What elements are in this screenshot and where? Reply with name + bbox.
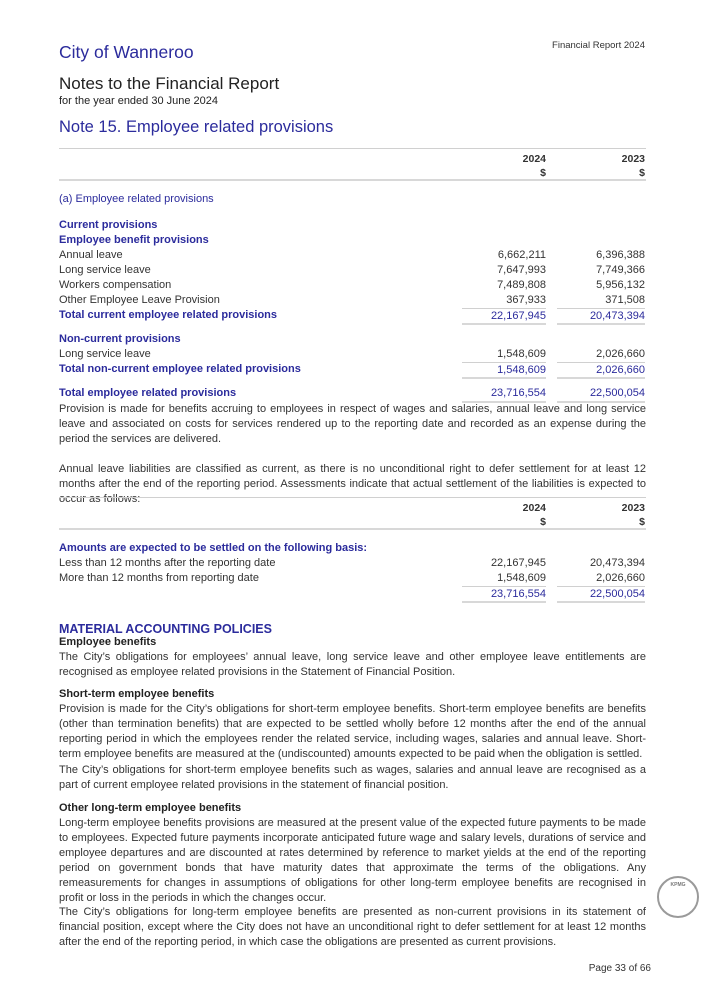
- provisions-table: [59, 148, 646, 401]
- total-current-row: Total current employee related provisions 22,167,945 20,473,394: [59, 308, 646, 323]
- employee-benefits-text: The City’s obligations for employees’ annual leave, long service leave and other employee leave entitlements are recognised as employee related provisions in the Statement of Financial Position.: [59, 651, 646, 678]
- employee-benefits-section: [59, 635, 646, 680]
- long-term-text: Long-term employee benefits provisions are measured at the present value of the expected future payments to be made to employees. Expected future payments incorporate anticipated future wage and salary levels, durations of service and employee departures and are discounted at rates determined by reference to market yields at the end of the reporting period on government bonds that have maturity dates that approximate the terms of the obligations. Any remeasurements for changes in assumptions of obligations for other long-term employee benefits are recognised in profit or loss in the periods in which the changes occur.: [59, 817, 646, 904]
- long-term-text-2: The City’s obligations for long-term employee benefits are presented as non-current provisions in its statement of financial position, except where the City does not have an unconditional right to defer settlement for at least 12 months after the end of the reporting period, in which case the obligations are presented as current provisions.: [59, 906, 646, 948]
- organisation-name: City of Wanneroo: [59, 42, 194, 62]
- current-heading: Current provisions: [59, 219, 158, 231]
- report-label: Financial Report 2024: [552, 40, 645, 51]
- provision-paragraph: Provision is made for benefits accruing to employees in respect of wages and salaries, annual leave and long service leave and associated on costs for services rendered up to the reporting date and recorded as an expense during the period the services are delivered.: [59, 403, 646, 445]
- table-row: Long service leave 1,548,609 2,026,660: [59, 348, 645, 360]
- col-2023: 2023 $: [621, 502, 645, 528]
- employee-benefits-title: Employee benefits: [59, 636, 157, 648]
- table-row: Less than 12 months after the reporting date 22,167,945 20,473,394: [59, 557, 645, 569]
- col-2023: 2023 $: [621, 153, 645, 179]
- table-row: More than 12 months from reporting date 1,548,609 2,026,660: [59, 572, 645, 584]
- settlement-total-row: 23,716,554 22,500,054: [59, 586, 646, 601]
- total-all-row: Total employee related provisions 23,716,554 22,500,054: [59, 386, 646, 401]
- page-subtitle: for the year ended 30 June 2024: [59, 95, 219, 107]
- kpmg-stamp-icon: KPMG: [657, 876, 699, 918]
- col-2024: 2024 $: [522, 502, 546, 528]
- settlement-table: [59, 497, 646, 601]
- table-row: Other Employee Leave Provision 367,933 371,508: [59, 294, 645, 306]
- table-header: [59, 497, 646, 530]
- page-title: Notes to the Financial Report: [59, 74, 280, 93]
- policies-heading: MATERIAL ACCOUNTING POLICIES: [59, 622, 272, 636]
- short-term-text: Provision is made for the City’s obligations for short-term employee benefits. Short-term employee benefits are benefits (other than termination benefits) that are expected to be settled wholly before 12 months after the end of the annual reporting period in which the employees render the related service, including wages, salaries and annual leave. Short-term employee benefits are measured at the (undiscounted) amounts expected to be paid when the obligation is settled.: [59, 703, 646, 760]
- page-number: Page 33 of 66: [588, 963, 651, 974]
- short-term-section: [59, 687, 646, 762]
- table-header: [59, 148, 646, 181]
- table-row: Workers compensation 7,489,808 5,956,132: [59, 279, 645, 291]
- table-row: Annual leave 6,662,211 6,396,388: [59, 249, 645, 261]
- settlement-heading: Amounts are expected to be settled on the following basis:: [59, 542, 368, 554]
- long-term-section: [59, 801, 646, 906]
- note-title: Note 15. Employee related provisions: [59, 118, 334, 136]
- total-noncurrent-row: Total non-current employee related provisions 1,548,609 2,026,660: [59, 362, 646, 377]
- annual-leave-paragraph: Annual leave liabilities are classified as current, as there is no unconditional right to defer settlement for at least 12 months after the end of the reporting period. Assessments indicate that actual settlement of the liabilities is expected to occur as follows:: [59, 463, 646, 505]
- short-term-title: Short-term employee benefits: [59, 688, 215, 700]
- long-term-title: Other long-term employee benefits: [59, 802, 242, 814]
- short-term-text-2: The City’s obligations for short-term employee benefits such as wages, salaries and annual leave are recognised as a part of current employee related provisions in the statement of financial position.: [59, 764, 646, 791]
- benefit-heading: Employee benefit provisions: [59, 234, 209, 246]
- table-row: Long service leave 7,647,993 7,749,366: [59, 264, 645, 276]
- col-2024: 2024 $: [522, 153, 546, 179]
- section-label: (a) Employee related provisions: [59, 193, 214, 205]
- noncurrent-heading: Non-current provisions: [59, 333, 181, 345]
